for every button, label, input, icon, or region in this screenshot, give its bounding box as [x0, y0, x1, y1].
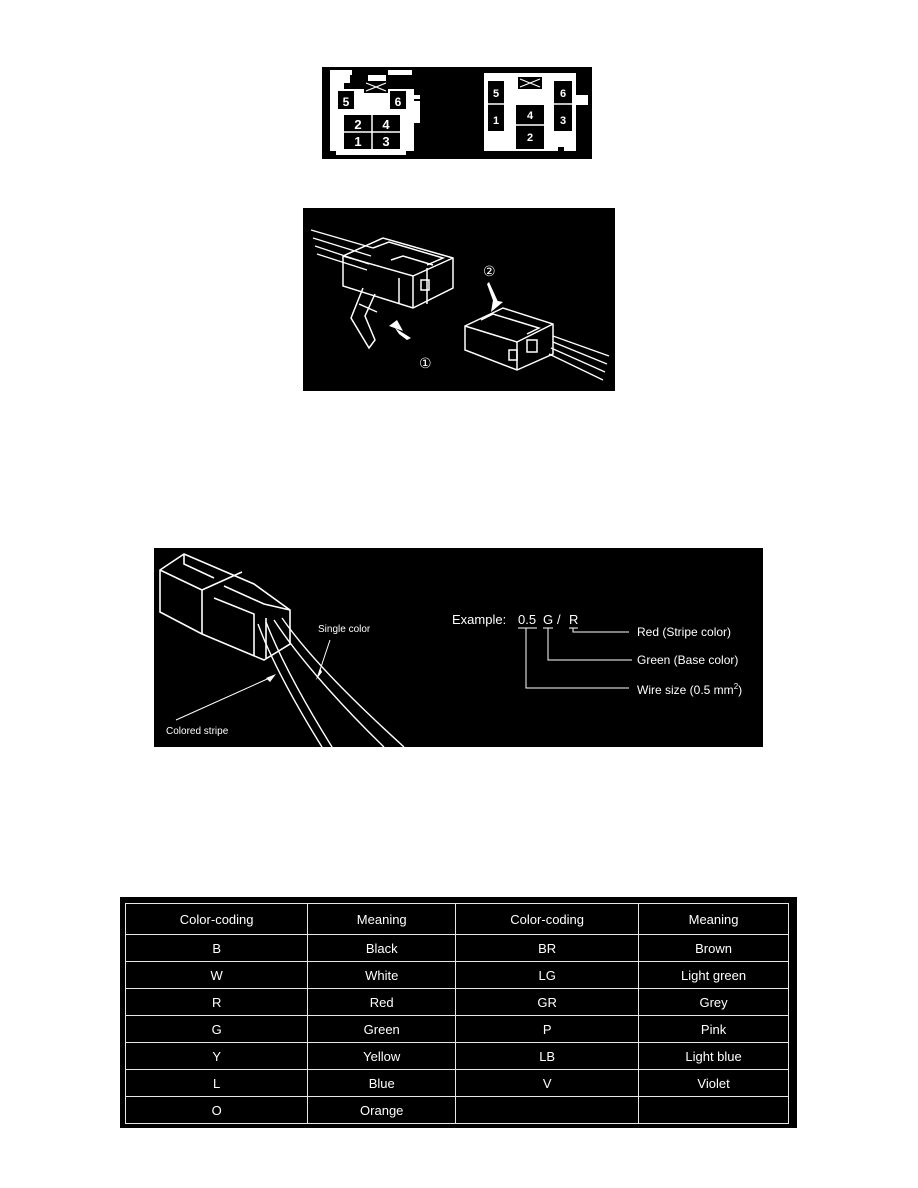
- table-header-row: [126, 904, 789, 935]
- left-pin-1: 1: [354, 134, 362, 149]
- example-stripe-color: R: [569, 612, 579, 627]
- table-cell: BR: [456, 935, 639, 962]
- right-pin-3: 3: [559, 115, 567, 127]
- header-color-coding-2: Color-coding: [456, 904, 639, 935]
- example-slash: /: [557, 612, 561, 627]
- example-wire-size: 0.5: [518, 612, 537, 627]
- table-row: [126, 1097, 789, 1124]
- table-cell: LG: [456, 962, 639, 989]
- release-marker-1: ①: [419, 355, 432, 371]
- table-cell: Grey: [639, 989, 789, 1016]
- table-cell: O: [126, 1097, 308, 1124]
- table-cell: Green: [308, 1016, 456, 1043]
- header-meaning-1: Meaning: [308, 904, 456, 935]
- connector-pinout-figure: [322, 67, 592, 159]
- table-cell: Yellow: [308, 1043, 456, 1070]
- left-pin-5: 5: [342, 95, 350, 109]
- left-pin-4: 4: [382, 117, 390, 132]
- stripe-color-meaning: Red (Stripe color): [637, 625, 732, 639]
- single-color-label: Single color: [318, 624, 371, 635]
- table-cell: V: [456, 1070, 639, 1097]
- table-row: [126, 989, 789, 1016]
- right-pin-4: 4: [526, 110, 534, 122]
- table-cell: LB: [456, 1043, 639, 1070]
- wire-color-figure: [154, 548, 763, 747]
- table-cell: [456, 1097, 639, 1124]
- table-cell: Orange: [308, 1097, 456, 1124]
- table-cell: G: [126, 1016, 308, 1043]
- colored-stripe-label: Colored stripe: [166, 726, 229, 737]
- table-row: [126, 1043, 789, 1070]
- header-meaning-2: Meaning: [639, 904, 789, 935]
- table-cell: Pink: [639, 1016, 789, 1043]
- left-pin-2: 2: [354, 117, 362, 132]
- base-color-meaning: Green (Base color): [637, 653, 739, 667]
- color-code-table: [125, 903, 789, 1124]
- right-pin-1: 1: [492, 115, 500, 127]
- table-cell: [639, 1097, 789, 1124]
- connector-release-figure: [303, 208, 615, 391]
- table-cell: B: [126, 935, 308, 962]
- table-row: [126, 935, 789, 962]
- right-pin-6: 6: [559, 88, 567, 100]
- table-cell: Brown: [639, 935, 789, 962]
- example-prefix: Example:: [452, 612, 507, 627]
- table-cell: Blue: [308, 1070, 456, 1097]
- table-cell: GR: [456, 989, 639, 1016]
- left-pin-3: 3: [382, 134, 390, 149]
- wire-size-meaning: Wire size (0.5 $mm^2$): [637, 682, 743, 697]
- table-cell: L: [126, 1070, 308, 1097]
- table-cell: Y: [126, 1043, 308, 1070]
- example-base-color: G: [543, 612, 554, 627]
- right-pin-2: 2: [526, 132, 534, 144]
- table-cell: Light blue: [639, 1043, 789, 1070]
- table-cell: Red: [308, 989, 456, 1016]
- table-row: [126, 1070, 789, 1097]
- table-cell: W: [126, 962, 308, 989]
- right-connector-view: [484, 73, 588, 153]
- header-color-coding-1: Color-coding: [126, 904, 308, 935]
- table-row: [126, 1016, 789, 1043]
- left-pin-6: 6: [394, 95, 402, 109]
- release-marker-2: ②: [483, 263, 496, 279]
- table-cell: P: [456, 1016, 639, 1043]
- table-cell: R: [126, 989, 308, 1016]
- right-pin-5: 5: [492, 88, 500, 100]
- color-code-table-panel: [120, 897, 797, 1128]
- table-cell: White: [308, 962, 456, 989]
- table-cell: Light green: [639, 962, 789, 989]
- table-row: [126, 962, 789, 989]
- table-cell: Black: [308, 935, 456, 962]
- table-cell: Violet: [639, 1070, 789, 1097]
